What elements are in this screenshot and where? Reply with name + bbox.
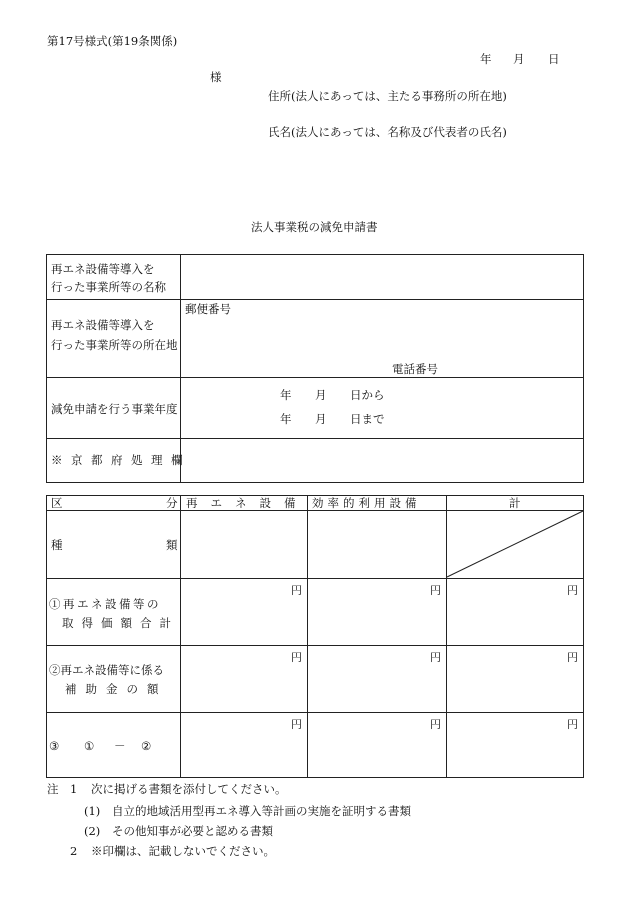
note-1-sub2-number: (2) — [84, 824, 101, 838]
difference-label-mark: ③ — [49, 739, 60, 753]
yen-unit-r3c3: 円 — [567, 718, 578, 731]
note-1-number: 1 — [70, 782, 78, 796]
period-from-day: 日から — [350, 388, 385, 402]
type-label-right: 類 — [166, 538, 178, 552]
period-to-day: 日まで — [350, 412, 385, 426]
yen-unit-r2c3: 円 — [567, 651, 578, 664]
subsidy-amount-label-line1: ②再エネ設備等に係る — [49, 663, 164, 677]
note-2-text: ※印欄は、記載しないでください。 — [91, 844, 275, 858]
date-year-label: 年 — [480, 52, 492, 66]
note-1-sub2-text: その他知事が必要と認める書類 — [112, 824, 273, 838]
facility-location-field[interactable] — [230, 300, 583, 360]
note-2-number: 2 — [70, 844, 78, 858]
yen-unit-r1c3: 円 — [567, 584, 578, 597]
period-to-month: 月 — [315, 412, 327, 426]
difference-label-operand1: ① — [84, 739, 95, 753]
period-to-year: 年 — [280, 412, 292, 426]
yen-unit-r2c2: 円 — [430, 651, 441, 664]
facility-location-label-line2: 行った事業所等の所在地 — [51, 338, 178, 353]
notes-label: 注 — [47, 782, 59, 796]
yen-unit-r3c1: 円 — [291, 718, 302, 731]
applicant-address-label: 住所(法人にあっては、主たる事務所の所在地) — [268, 89, 507, 103]
prefecture-processing-label: ※京都府処理欄 — [51, 453, 191, 467]
phone-number-label: 電話番号 — [392, 362, 438, 376]
facility-location-label-line1: 再エネ設備等導入を — [51, 318, 155, 332]
type-label-left: 種 — [51, 538, 63, 552]
header-total: 計 — [509, 496, 521, 510]
period-from-year: 年 — [280, 388, 292, 402]
note-1-sub1-number: (1) — [84, 804, 101, 818]
yen-unit-r1c1: 円 — [291, 584, 302, 597]
note-1-sub1-text: 自立的地域活用型再エネ導入等計画の実施を証明する書類 — [112, 804, 411, 818]
postal-code-label: 郵便番号 — [185, 302, 231, 316]
form-number: 第17号様式(第19条関係) — [47, 34, 178, 48]
subsidy-amount-label-line2: 補助金の額 — [65, 681, 168, 696]
header-kubun-right: 分 — [166, 496, 178, 510]
facility-name-label — [51, 261, 178, 297]
yen-unit-r2c1: 円 — [291, 651, 302, 664]
acquisition-total-label — [49, 595, 179, 633]
header-efficient-equipment: 効率的利用設備 — [312, 496, 421, 510]
facility-location-label — [51, 315, 178, 355]
total-type-diagonal-slash — [446, 510, 584, 578]
document-title: 法人事業税の減免申請書 — [251, 220, 378, 234]
facility-name-field[interactable] — [181, 255, 583, 299]
subsidy-amount-label — [49, 661, 168, 699]
header-renewable-equipment: 再エネ設備 — [186, 496, 309, 510]
facility-name-label-line1: 再エネ設備等導入を — [51, 262, 155, 276]
date-day-label: 日 — [548, 52, 560, 66]
yen-unit-r1c2: 円 — [430, 584, 441, 597]
acquisition-total-label-line1: ①再エネ設備等の — [49, 597, 161, 611]
period-from-month: 月 — [315, 388, 327, 402]
business-year-label: 減免申請を行う事業年度 — [51, 402, 178, 416]
date-month-label: 月 — [513, 52, 525, 66]
difference-label-minus: － — [114, 739, 126, 753]
addressee-suffix: 様 — [210, 70, 222, 84]
facility-name-label-line2: 行った事業所等の名称 — [51, 279, 166, 294]
difference-label-operand2: ② — [141, 739, 152, 753]
yen-unit-r3c2: 円 — [430, 718, 441, 731]
note-1-text: 次に掲げる書類を添付してください。 — [91, 782, 287, 796]
acquisition-total-label-line2: 取得価額合計 — [62, 615, 179, 630]
header-kubun-left: 区 — [51, 496, 63, 510]
applicant-name-label: 氏名(法人にあっては、名称及び代表者の氏名) — [268, 125, 507, 139]
